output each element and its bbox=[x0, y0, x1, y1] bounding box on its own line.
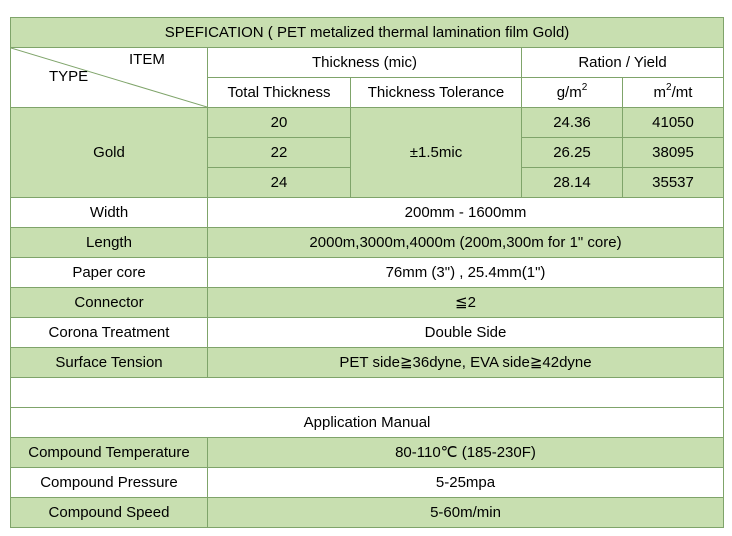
header-row-1 bbox=[11, 48, 724, 78]
tolerance-cell: ±1.5mic bbox=[351, 108, 522, 198]
application-label: Compound Speed bbox=[11, 498, 208, 528]
spec-row-surface-tension bbox=[11, 348, 724, 378]
spec-label: Paper core bbox=[11, 258, 208, 288]
title-row bbox=[11, 18, 724, 48]
application-label: Compound Pressure bbox=[11, 468, 208, 498]
gold-row bbox=[11, 108, 724, 138]
spec-label: Width bbox=[11, 198, 208, 228]
table-title: SPEFICATION ( PET metalized thermal lamination film Gold) bbox=[11, 18, 724, 48]
spec-value: 76mm (3") , 25.4mm(1") bbox=[208, 258, 724, 288]
spec-row-corona bbox=[11, 318, 724, 348]
gsm-cell: 24.36 bbox=[522, 108, 623, 138]
yield-group-header: Ration / Yield bbox=[522, 48, 724, 78]
item-type-header bbox=[11, 48, 208, 108]
item-label: ITEM bbox=[129, 51, 165, 68]
diagonal-line bbox=[11, 48, 207, 107]
application-row-speed bbox=[11, 498, 724, 528]
thickness-group-header: Thickness (mic) bbox=[208, 48, 522, 78]
gsm-cell: 28.14 bbox=[522, 168, 623, 198]
spec-table bbox=[10, 17, 724, 528]
spec-row-width bbox=[11, 198, 724, 228]
application-value: 80-110℃ (185-230F) bbox=[208, 438, 724, 468]
gsm-header: $g/m^2$ bbox=[522, 78, 623, 108]
thickness-cell: 22 bbox=[208, 138, 351, 168]
type-label: TYPE bbox=[49, 68, 89, 85]
yield-cell: 41050 bbox=[623, 108, 724, 138]
yield-cell: 38095 bbox=[623, 138, 724, 168]
yield-cell: 35537 bbox=[623, 168, 724, 198]
spec-label: Length bbox=[11, 228, 208, 258]
spec-label: Corona Treatment bbox=[11, 318, 208, 348]
application-value: 5-25mpa bbox=[208, 468, 724, 498]
application-label: Compound Temperature bbox=[11, 438, 208, 468]
spec-row-length bbox=[11, 228, 724, 258]
thickness-cell: 20 bbox=[208, 108, 351, 138]
application-row-temperature bbox=[11, 438, 724, 468]
thickness-tolerance-header: Thickness Tolerance bbox=[351, 78, 522, 108]
application-title-row bbox=[11, 408, 724, 438]
application-value: 5-60m/min bbox=[208, 498, 724, 528]
spec-row-paper-core bbox=[11, 258, 724, 288]
spec-value: PET side≧36dyne, EVA side≧42dyne bbox=[208, 348, 724, 378]
blank-cell bbox=[11, 378, 724, 408]
thickness-cell: 24 bbox=[208, 168, 351, 198]
spec-value: ≦2 bbox=[208, 288, 724, 318]
spec-value: 200mm - 1600mm bbox=[208, 198, 724, 228]
spec-value: Double Side bbox=[208, 318, 724, 348]
spec-label: Surface Tension bbox=[11, 348, 208, 378]
spec-value: 2000m,3000m,4000m (200m,300m for 1" core) bbox=[208, 228, 724, 258]
spec-label: Connector bbox=[11, 288, 208, 318]
gsm-cell: 26.25 bbox=[522, 138, 623, 168]
application-title: Application Manual bbox=[11, 408, 724, 438]
gold-label: Gold bbox=[11, 108, 208, 198]
application-row-pressure bbox=[11, 468, 724, 498]
total-thickness-header: Total Thickness bbox=[208, 78, 351, 108]
yield-header: $m^2/mt$ bbox=[623, 78, 724, 108]
blank-row bbox=[11, 378, 724, 408]
spec-row-connector bbox=[11, 288, 724, 318]
